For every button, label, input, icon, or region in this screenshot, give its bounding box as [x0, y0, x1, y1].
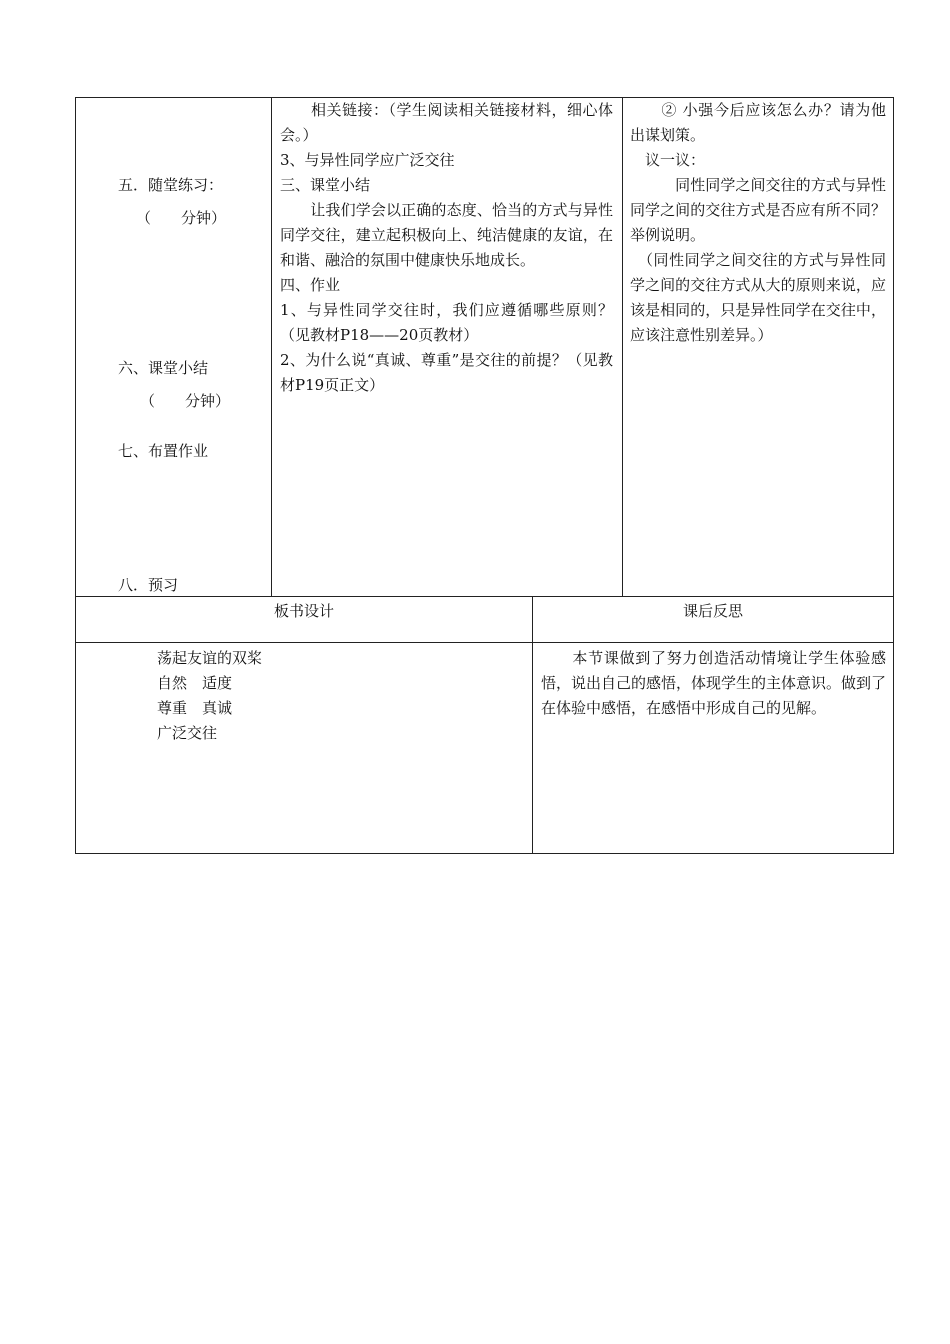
homework-item-1: 1、与异性同学交往时，我们应遵循哪些原则？（见教材P18——20页教材）: [280, 301, 613, 344]
item8-title: 八．预习: [118, 576, 179, 594]
board-design-row-1: 自然 适度: [157, 674, 233, 692]
summary-paragraph: 让我们学会以正确的态度、恰当的方式与异性同学交往，建立起积极向上、纯洁健康的友谊，在和谐、融洽的氛围中健康快乐地成长。: [280, 201, 613, 269]
reflection-header: 课后反思: [682, 602, 743, 620]
item6-time: （ 分钟）: [140, 392, 231, 410]
table-left-border: [75, 97, 76, 854]
table-right-border: [893, 97, 894, 854]
table-bottom-border: [75, 853, 894, 854]
row-divider-2: [75, 642, 894, 643]
item7-title: 七、布置作业: [118, 442, 209, 460]
board-design-row-2: 尊重 真诚: [157, 699, 233, 717]
row-divider-1: [75, 596, 894, 597]
item5-time: （ 分钟）: [136, 209, 227, 227]
right-column-content: [630, 98, 886, 348]
board-design-row-3: 广泛交往: [157, 724, 218, 742]
item5-title: 五．随堂练习：: [118, 176, 224, 194]
col-divider-2: [622, 97, 623, 597]
discussion-question: 同性同学之间交往的方式与异性同学之间的交往方式是否应有所不同？举例说明。: [630, 176, 886, 244]
homework-item-2: 2、为什么说“真诚、尊重”是交往的前提？（见教材P19页正文）: [280, 351, 613, 394]
board-design-header: 板书设计: [273, 602, 334, 620]
middle-column-content: [280, 98, 613, 398]
col-divider-bottom: [532, 596, 533, 854]
question-2-text: ② 小强今后应该怎么办？请为他出谋划策。: [630, 101, 886, 144]
section-homework-heading: 四、作业: [280, 276, 341, 294]
discussion-heading: 议一议：: [630, 151, 706, 169]
reflection-text: 本节课做到了努力创造活动情境让学生体验感悟，说出自己的感悟，体现学生的主体意识。做到了在体验中感悟，在感悟中形成自己的见解。: [541, 649, 887, 717]
board-design-title: 荡起友谊的双桨: [157, 649, 263, 667]
col-divider-1: [271, 97, 272, 597]
item6-title: 六、课堂小结: [118, 359, 209, 377]
point-3-text: 3、与异性同学应广泛交往: [280, 151, 455, 169]
discussion-answer: （同性同学之间交往的方式与异性同学之间的交往方式从大的原则来说，应该是相同的，只是异性同学在交往中，应该注意性别差异。）: [630, 251, 886, 344]
section-summary-heading: 三、课堂小结: [280, 176, 371, 194]
related-links-text: 相关链接：（学生阅读相关链接材料，细心体会。）: [280, 101, 613, 144]
